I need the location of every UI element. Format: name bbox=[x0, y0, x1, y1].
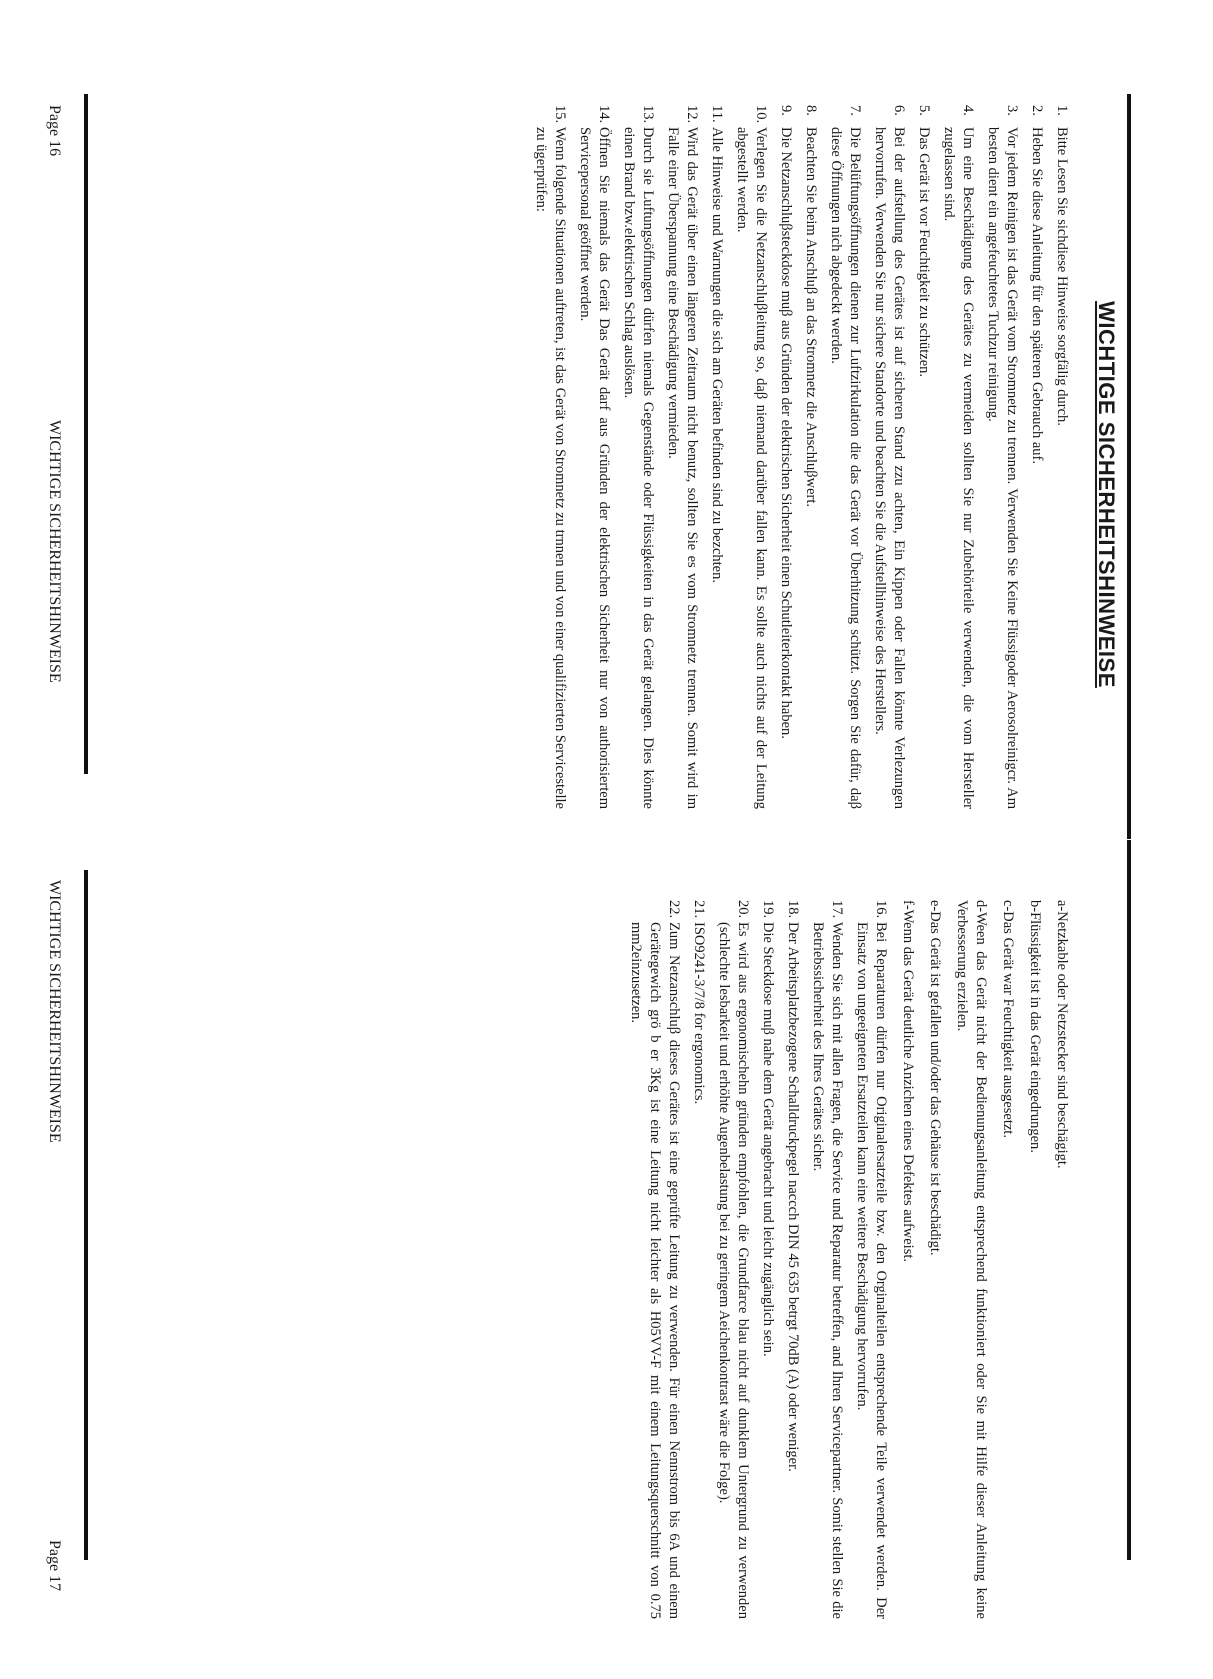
list-item: 9. Die Netzanschluβsteckdose muβ aus Gründen der elektrischen Sicherheit einen Schutleiterkontakt haben. bbox=[778, 105, 794, 739]
running-footer: WICHTIGE SICHERHEITSHINWEISE bbox=[46, 420, 63, 683]
bottom-rule bbox=[84, 94, 88, 774]
page-16 bbox=[0, 0, 1213, 839]
list-item: e-Das Gerät ist gefallen und/oder das Gehäuse ist beschädigt. bbox=[927, 900, 943, 1256]
list-item: 21. ISO9241-3/7/8 for ergonomics. bbox=[691, 900, 707, 1105]
list-item: 10. Verlegen Sie die Netzanschluβleitung so, daβ niemand darüber fallen kann. Es sollte auch nichts auf der Leitung abgestellt werden. bbox=[734, 105, 769, 809]
running-footer: WICHTIGE SICHERHEITSHINWEISE bbox=[46, 880, 63, 1143]
list-item: 19. Die Steckdose muβ nahe dem Gerät angebracht und leicht zugänglich sein. bbox=[760, 900, 776, 1357]
list-item: 13. Durch sie Luftungsöffnungen dürfen niemals Gegenstände oder Flüssigkeiten in das Gerät gelangen. Dies könnte einen Brand bzw.elektrischen Schlag auslösen. bbox=[621, 105, 656, 809]
list-item: 4. Um eine Beschädigung des Gerätes zu vermeiden sollten Sie nur Zubehörteile verwenden, die vom Hersteller zugelassen sind. bbox=[941, 105, 976, 809]
list-item: d-Ween das Gerät nicht der Bedienungsanleitung entsprechend funktioniert oder Sie mit Hilfe dieser Anleitung keine Verbesserung erzielen. bbox=[954, 900, 989, 1619]
page-17 bbox=[0, 840, 1213, 1679]
list-item: 6. Bei der aufstellung des Gerätes ist auf sicheren Stand zzu achten, Ein Kippen oder Fallen könnte Verlezungen hervorrufen. Verwenden Sie nur sichere Standorte und beachten Sie die Aufstellhinweise des Herstellers. bbox=[872, 105, 907, 809]
list-item: 14. Öffnen Sie niemals das Gerät Das Gerät darf aus Gründen der elektrischen Sicherheit nur von authorisiertem Servicepersonal geöffnet werden. bbox=[577, 105, 612, 809]
list-item: 16. Bei Reparaturen dürfen nur Originalersatzteile bzw. den Orginalteilen entsprechende Teile verwendet werden. Der Einsatz von ungeeigneten Ersatzteilen kann eine weitere Beschädigung hervorrufen. bbox=[854, 900, 889, 1619]
list-item: 2. Heben Sie diese Anleitung für den späteren Gebrauch auf. bbox=[1029, 105, 1045, 465]
list-item: 22. Zum Netzanschluβ dieses Gerätes ist eine geprüfte Leitung zu verwenden. Für einen Nennstrom bis 6A und einem Gerätegewich grö b er 3Kg ist eine Leitung nicht leichter als H05VV-F mit einem Leitungsquerschnitt von 0.75 mm2einzusetzen. bbox=[628, 900, 682, 1619]
sublist-conditions bbox=[620, 900, 1071, 1619]
list-item: 7. Die Belüftungsöffnungen dienen zur Luftzirkulation die das Gerät vor Überhitzung schützt. Sorgen Sie dafür, daβ diese Öffnungen nich abgedeckt werden. bbox=[828, 105, 863, 809]
list-item: 1. Bitte Lesen Sie sichdiese Hinweise sorgfälig durch. bbox=[1054, 105, 1070, 426]
list-item: c-Das Gerät war Feuchtigkeit ausgesetzt. bbox=[1000, 900, 1016, 1138]
list-item: a-Netzkable oder Netzstecker sind beschägigt. bbox=[1054, 900, 1070, 1169]
top-rule bbox=[1127, 94, 1131, 839]
list-item: 17. Wenden Sie sich mit allen Fragen, die Service und Reparatur betreffen, and Ihren Servicepartner. Somit stellen Sie die Betriebssicherheit des Ihres Gerätes sicher. bbox=[810, 900, 845, 1619]
list-item: f-Wenn das Gerät deutliche Anzichen eines Defektes aufweist. bbox=[900, 900, 916, 1262]
page-number: Page 17 bbox=[46, 1540, 63, 1592]
list-item: 11. Alle Hinweise und Warnungen die sich am Geräten befinden sind zu bezchten. bbox=[709, 105, 725, 583]
list-item: 20. Es wird aus ergonomischehn gründen empfohlen, die Grundfarce blau nicht auf dunklem Untergrund zu verwenden (schlechte lesbarkeit und erhöhte Augenbelastung bei zu geringem Aeichenkontrast wäre die Folge). bbox=[716, 900, 751, 1619]
list-item: 15. Wenn folgende Situationen auftreten, ist das Gerät von Stromnetz zu trnnen und von einer qualifizierten Servicestelle zu ügerprüfen: bbox=[533, 105, 568, 809]
list-item: 8. Beachten Sie beim Anschluβ an das Stromnetz die Anschluβwert. bbox=[803, 105, 819, 507]
top-rule bbox=[1127, 840, 1131, 1560]
list-item: 5. Das Gerät ist vor Feuchtigkeit zu schützen. bbox=[916, 105, 932, 378]
bottom-rule bbox=[84, 870, 88, 1560]
list-item: 3. Vor jedem Reinigen ist das Gerät vom Stromnetz zu trennen. Verwenden Sie Keine Flüssigoder Aerosolreinigcr. Am besten dient ein angefeuchtetes Tuchzur reinigung. bbox=[985, 105, 1020, 809]
list-item: b-Flüssigkeit ist in das Gerät eingedrungen. bbox=[1027, 900, 1043, 1153]
safety-list-left bbox=[525, 105, 1071, 809]
page-number: Page 16 bbox=[46, 105, 63, 157]
page-heading: WICHTIGE SICHERHEITSHINWEISE bbox=[1094, 301, 1119, 688]
list-item: 18. Der Arbeitsplatzbezogene Schalldruckpegel naccch DIN 45 635 betrgt 70dB (A) oder weniger. bbox=[785, 900, 801, 1472]
list-item: 12. Wird das Gerät über einen längeren Zeitraum nicht benutz, sollten Sie es vom Stromnetz trennen. Somit wird im Falle einer Überspannung eine Beschädigung vermieden. bbox=[665, 105, 700, 809]
